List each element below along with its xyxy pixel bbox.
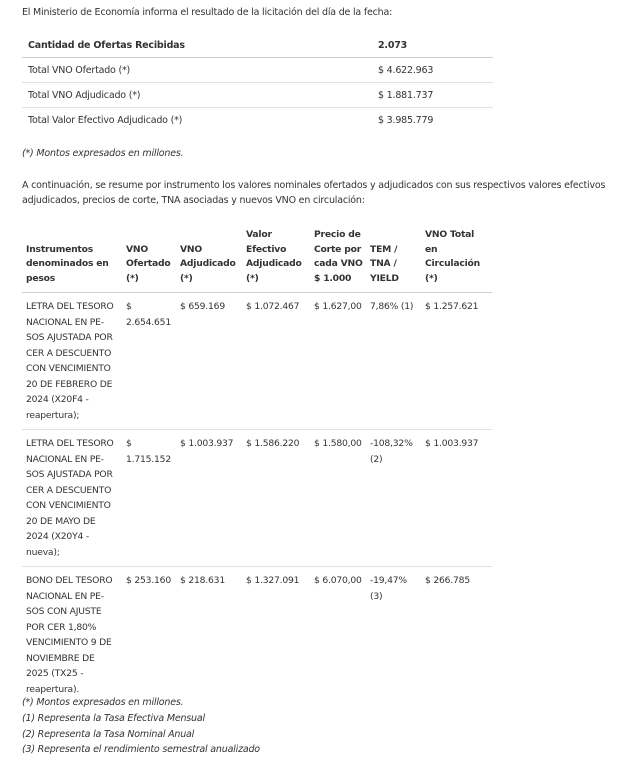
summary-note: (*) Montos expresados en millones. — [22, 148, 184, 159]
cell-tasa: -108,32% (2) — [366, 430, 421, 567]
summary-row — [22, 108, 493, 133]
table-row — [22, 293, 492, 430]
cell-valor-efectivo: $ 1.327.091 — [246, 575, 300, 586]
cell-tasa: 7,86% (1) — [366, 293, 421, 430]
footnote: (2) Representa la Tasa Nominal Anual — [22, 728, 195, 740]
instruments-table — [22, 224, 492, 703]
summary-row-value: $ 4.622.963 — [372, 58, 493, 83]
summary-row-value: $ 1.881.737 — [372, 83, 493, 108]
cell-vno-ofertado: $ 1.715.152 — [122, 430, 176, 567]
summary-table — [22, 34, 493, 132]
cell-precio-corte: $ 6.070,00 — [314, 575, 362, 586]
summary-header-row — [22, 34, 493, 58]
table-row — [22, 430, 492, 567]
cell-instrumento: BONO DEL TESORO NACIONAL EN PE-SOS CON AJUSTE POR CER 1,80% VENCIMIENTO 9 DE NOVIEMBRE DE 2025 (TX25 - reapertura). — [26, 575, 113, 695]
instruments-intro-paragraph: A continuación, se resume por instrumento los valores nominales ofertados y adjudicados con sus respectivos valores efectivos adjudicados, precios de corte, TNA asociadas y nuevos VNO en circulación: — [22, 180, 606, 206]
cell-vno-adjudicado: $ 659.169 — [176, 293, 242, 430]
cell-instrumento: LETRA DEL TESORO NACIONAL EN PE-SOS AJUSTADA POR CER A DESCUENTO CON VENCIMIENTO 20 DE MAYO DE 2024 (X20Y4 - nueva); — [22, 430, 122, 567]
summary-row-label: Total VNO Adjudicado (*) — [22, 83, 372, 108]
summary-row — [22, 58, 493, 83]
col-header-vno-adjudicado: VNO Adjudicado (*) — [176, 224, 242, 293]
summary-header-label: Cantidad de Ofertas Recibidas — [22, 34, 372, 58]
col-header-valor-efectivo: Valor Efectivo Adjudicado (*) — [242, 224, 310, 293]
col-header-vno-ofertado: VNO Ofertado (*) — [122, 224, 176, 293]
cell-precio-corte: $ 1.580,00 — [310, 430, 366, 567]
cell-vno-adjudicado: $ 218.631 — [180, 575, 225, 586]
cell-vno-adjudicado: $ 1.003.937 — [176, 430, 242, 567]
cell-vno-total: $ 1.003.937 — [421, 430, 492, 567]
footnotes — [22, 695, 260, 758]
cell-tasa: -19,47% (3) — [370, 575, 407, 602]
cell-precio-corte: $ 1.627,00 — [310, 293, 366, 430]
col-header-vno-total: VNO Total en Circulación (*) — [421, 224, 492, 293]
cell-vno-ofertado: $ 253.160 — [126, 575, 171, 586]
summary-row-label: Total VNO Ofertado (*) — [22, 58, 372, 83]
table-row — [22, 567, 492, 704]
cell-valor-efectivo: $ 1.072.467 — [242, 293, 310, 430]
cell-vno-ofertado: $ 2.654.651 — [122, 293, 176, 430]
instruments-header-row — [22, 224, 492, 293]
cell-vno-total: $ 1.257.621 — [421, 293, 492, 430]
summary-row-label: Total Valor Efectivo Adjudicado (*) — [28, 114, 183, 126]
col-header-tasa: TEM / TNA / YIELD — [366, 224, 421, 293]
col-header-instrumentos: Instrumentos denominados en pesos — [22, 224, 122, 293]
footnote: (1) Representa la Tasa Efectiva Mensual — [22, 712, 205, 724]
summary-row-value: $ 3.985.779 — [378, 114, 434, 126]
cell-valor-efectivo: $ 1.586.220 — [242, 430, 310, 567]
intro-text: El Ministerio de Economía informa el resultado de la licitación del día de la fecha: — [22, 7, 393, 18]
cell-vno-total: $ 266.785 — [425, 575, 470, 586]
footnote: (3) Representa el rendimiento semestral anualizado — [22, 744, 260, 756]
summary-row — [22, 83, 493, 108]
col-header-precio-corte: Precio de Corte por cada VNO $ 1.000 — [310, 224, 366, 293]
cell-instrumento: LETRA DEL TESORO NACIONAL EN PE-SOS AJUSTADA POR CER A DESCUENTO CON VENCIMIENTO 20 DE FEBRERO DE 2024 (X20F4 - reapertura); — [22, 293, 122, 430]
summary-header-value: 2.073 — [372, 34, 493, 58]
footnote: (*) Montos expresados en millones. — [22, 697, 184, 708]
